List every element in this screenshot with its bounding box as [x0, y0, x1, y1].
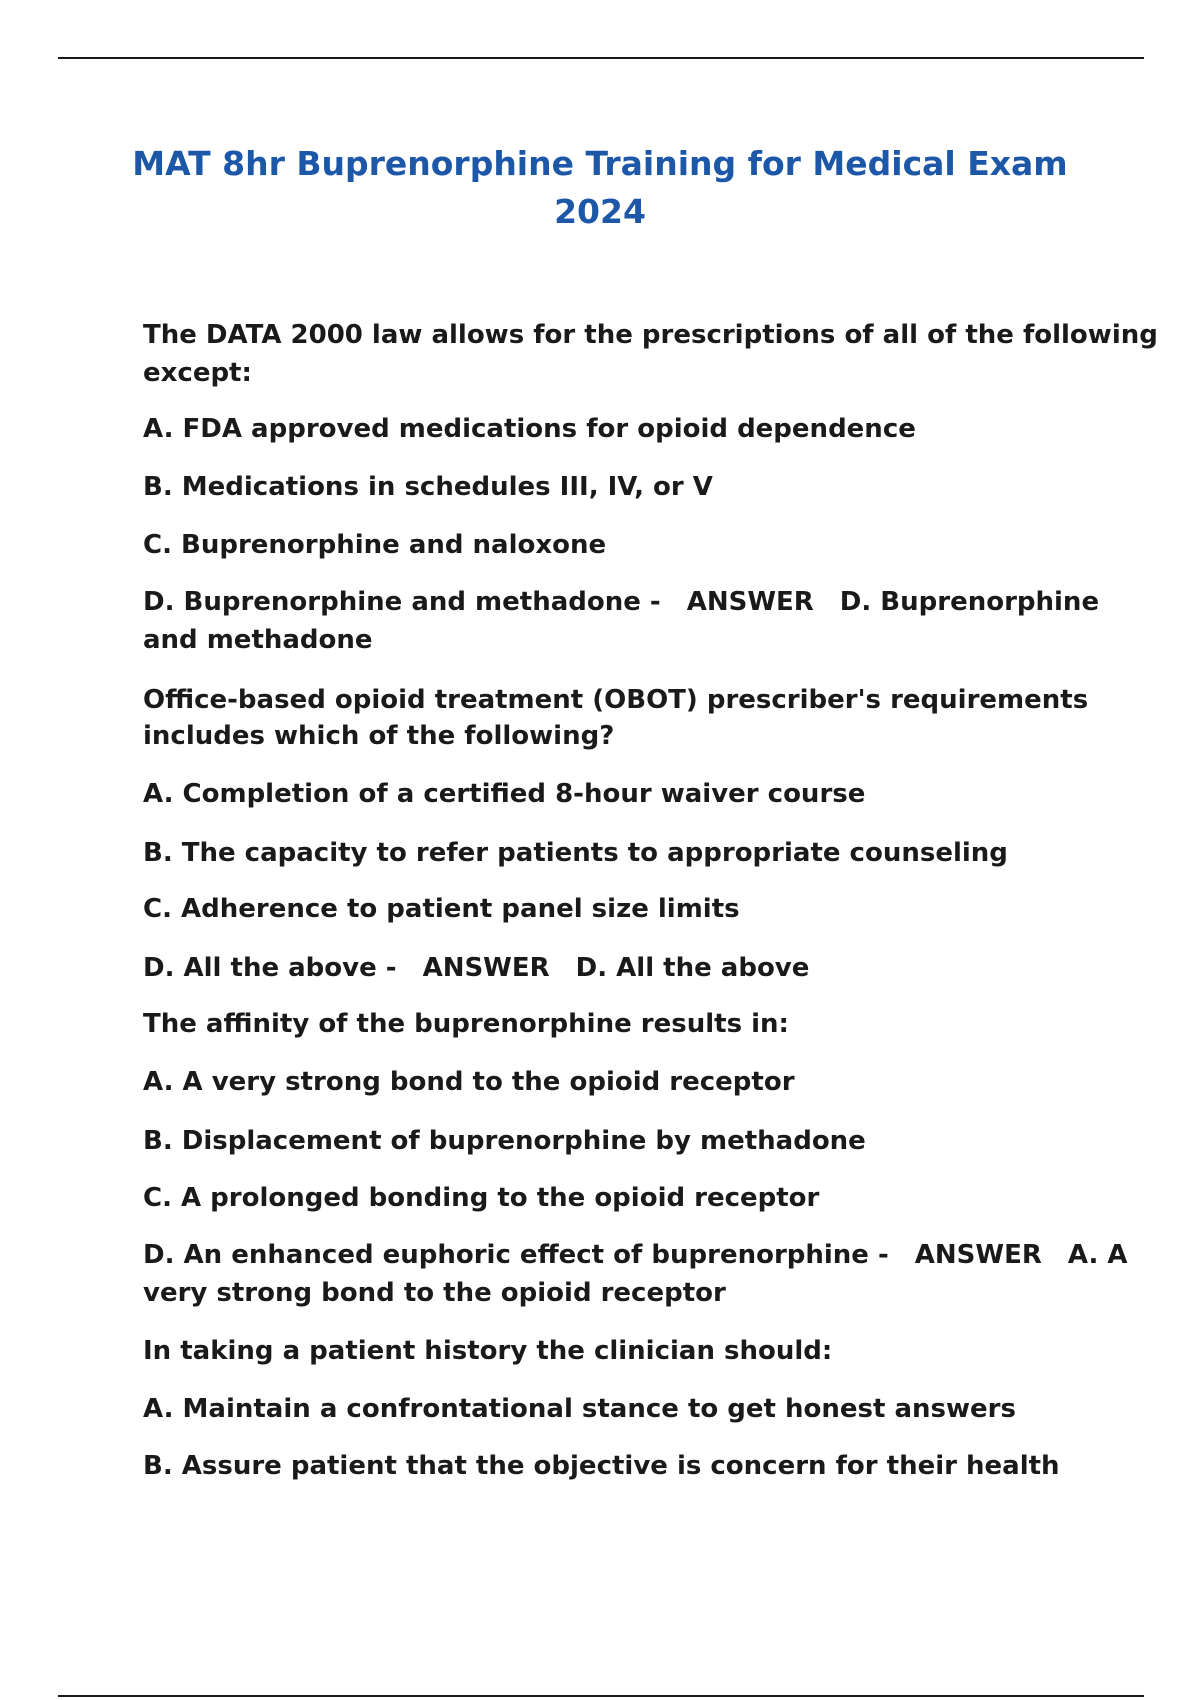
question-3-option-a: A. A very strong bond to the opioid receptor — [143, 1067, 795, 1097]
question-3-option-c: C. A prolonged bonding to the opioid receptor — [143, 1183, 820, 1213]
question-1-answer-cont: and methadone — [143, 625, 373, 655]
question-3-answer-cont: very strong bond to the opioid receptor — [143, 1278, 726, 1308]
question-4-option-b: B. Assure patient that the objective is concern for their health — [143, 1451, 1060, 1481]
question-1-option-d: D. Buprenorphine and methadone - — [143, 587, 661, 617]
question-1-text-l1: The DATA 2000 law allows for the prescriptions of all of the following — [143, 320, 1158, 350]
question-3-option-d-line — [143, 1236, 1128, 1274]
question-4-text: In taking a patient history the clinician should: — [143, 1336, 833, 1366]
footer-rule — [58, 1695, 1144, 1697]
question-1-text-l2: except: — [143, 358, 252, 388]
question-3-option-d: D. An enhanced euphoric effect of buprenorphine - — [143, 1240, 889, 1270]
question-1-answer: D. Buprenorphine — [839, 587, 1100, 617]
question-1-option-c: C. Buprenorphine and naloxone — [143, 530, 607, 560]
question-2-option-d-line — [143, 949, 1103, 987]
question-3-option-b: B. Displacement of buprenorphine by methadone — [143, 1126, 866, 1156]
header-rule — [58, 57, 1144, 59]
question-2-option-a: A. Completion of a certified 8-hour waiver course — [143, 779, 866, 809]
title-line-2: 2024 — [554, 192, 646, 231]
question-1-option-a: A. FDA approved medications for opioid dependence — [143, 414, 916, 444]
question-3-answer-label: ANSWER — [914, 1240, 1042, 1270]
question-2-option-d: D. All the above - — [143, 953, 397, 983]
title-line-1: MAT 8hr Buprenorphine Training for Medical Exam — [132, 144, 1068, 183]
question-3-answer: A. A — [1067, 1240, 1128, 1270]
question-2-answer-label: ANSWER — [422, 953, 550, 983]
question-4-option-a: A. Maintain a confrontational stance to get honest answers — [143, 1394, 1016, 1424]
question-2-text-l1: Office-based opioid treatment (OBOT) prescriber's requirements — [143, 685, 1089, 715]
question-1-option-d-line — [143, 583, 1103, 621]
question-2-text-l2: includes which of the following? — [143, 721, 615, 751]
question-2-answer: D. All the above — [575, 953, 810, 983]
question-2-option-c: C. Adherence to patient panel size limits — [143, 894, 740, 924]
document-title — [100, 140, 1100, 236]
question-1-option-b: B. Medications in schedules III, IV, or V — [143, 472, 713, 502]
question-2-option-b: B. The capacity to refer patients to appropriate counseling — [143, 838, 1008, 868]
question-3-text: The affinity of the buprenorphine results in: — [143, 1009, 789, 1039]
question-1-answer-label: ANSWER — [686, 587, 814, 617]
